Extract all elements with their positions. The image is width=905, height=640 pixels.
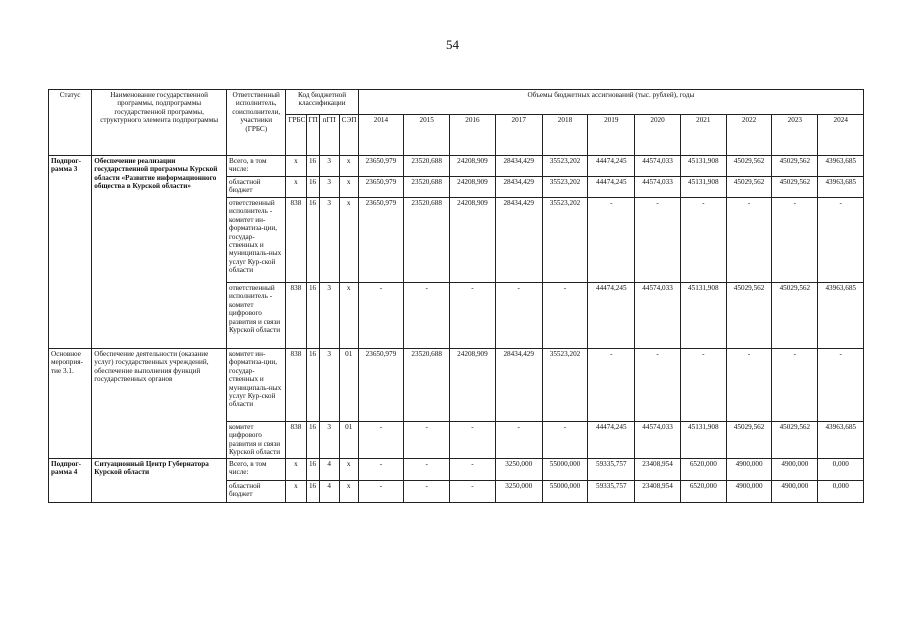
- header-executor: Ответственный исполнитель, соисполнители, участники (ГРБС): [227, 90, 286, 156]
- header-code: ГРБС: [286, 115, 306, 156]
- amount-cell: 45029,562: [726, 422, 771, 459]
- amount-cell: -: [450, 459, 495, 481]
- amount-cell: 35523,202: [542, 349, 587, 422]
- header-year: 2014: [358, 115, 403, 156]
- code-cell: 4: [319, 481, 339, 503]
- amount-cell: 6520,000: [680, 481, 726, 503]
- header-year: 2018: [542, 115, 587, 156]
- amount-cell: 24208,909: [450, 156, 495, 177]
- code-cell: 838: [286, 283, 306, 349]
- amount-cell: 24208,909: [450, 198, 495, 283]
- amount-cell: 44574,033: [635, 283, 680, 349]
- executor-cell: областной бюджет: [227, 177, 286, 198]
- amount-cell: -: [450, 283, 495, 349]
- code-cell: х: [286, 177, 306, 198]
- amount-cell: -: [818, 198, 864, 283]
- amount-cell: 23520,688: [404, 198, 450, 283]
- amount-cell: -: [726, 349, 771, 422]
- code-cell: 4: [319, 459, 339, 481]
- amount-cell: 45131,908: [680, 177, 726, 198]
- code-cell: 16: [306, 283, 319, 349]
- amount-cell: -: [588, 349, 635, 422]
- amount-cell: 28434,429: [495, 177, 542, 198]
- amount-cell: -: [358, 459, 403, 481]
- amount-cell: -: [404, 422, 450, 459]
- executor-cell: ответственный исполнитель - комитет цифрового развития и связи Курской области: [227, 283, 286, 349]
- amount-cell: -: [404, 481, 450, 503]
- amount-cell: -: [680, 198, 726, 283]
- amount-cell: 23520,688: [404, 156, 450, 177]
- amount-cell: 45029,562: [772, 283, 818, 349]
- amount-cell: 55000,000: [542, 481, 587, 503]
- program-name-cell: Ситуационный Центр Губернатора Курской области: [92, 459, 227, 503]
- amount-cell: 44574,033: [635, 422, 680, 459]
- amount-cell: 24208,909: [450, 349, 495, 422]
- amount-cell: 28434,429: [495, 198, 542, 283]
- amount-cell: -: [450, 481, 495, 503]
- amount-cell: 0,000: [818, 459, 864, 481]
- amount-cell: 45029,562: [772, 422, 818, 459]
- executor-cell: ответственный исполнитель - комитет ин-форматиза-ции, государ-ственных и муниципаль-ных услуг Кур-ской области: [227, 198, 286, 283]
- amount-cell: 44574,033: [635, 156, 680, 177]
- budget-table: [48, 89, 864, 503]
- header-year: 2017: [495, 115, 542, 156]
- amount-cell: 23650,979: [358, 177, 403, 198]
- amount-cell: -: [358, 283, 403, 349]
- header-row-1: [49, 90, 864, 115]
- amount-cell: 45029,562: [772, 177, 818, 198]
- amount-cell: 44474,245: [588, 283, 635, 349]
- header-year: 2024: [818, 115, 864, 156]
- amount-cell: 45131,908: [680, 422, 726, 459]
- header-year: 2019: [588, 115, 635, 156]
- code-cell: 3: [319, 349, 339, 422]
- amount-cell: 28434,429: [495, 156, 542, 177]
- amount-cell: 45131,908: [680, 156, 726, 177]
- code-cell: 16: [306, 459, 319, 481]
- header-name: Наименование государственной программы, подпрограммы государственной программы, структурного элемента подпрограммы: [92, 90, 227, 156]
- code-cell: х: [339, 283, 358, 349]
- program-name-cell: Обеспечение деятельности (оказание услуг) государственных учреждений, обеспечение выполнения функций государственных органов: [92, 349, 227, 459]
- amount-cell: 0,000: [818, 481, 864, 503]
- code-cell: х: [286, 481, 306, 503]
- code-cell: х: [339, 481, 358, 503]
- code-cell: 16: [306, 177, 319, 198]
- amount-cell: 44474,245: [588, 422, 635, 459]
- code-cell: 01: [339, 349, 358, 422]
- header-code: пГП: [319, 115, 339, 156]
- code-cell: х: [339, 156, 358, 177]
- table-row: [49, 349, 864, 422]
- amount-cell: -: [772, 349, 818, 422]
- executor-cell: комитет ин-форматиза-ции, государ-ственных и муниципаль-ных услуг Кур-ской области: [227, 349, 286, 422]
- amount-cell: 45029,562: [726, 177, 771, 198]
- amount-cell: -: [542, 422, 587, 459]
- amount-cell: 4900,000: [772, 459, 818, 481]
- amount-cell: 23650,979: [358, 156, 403, 177]
- code-cell: х: [339, 198, 358, 283]
- table-row: [49, 156, 864, 177]
- amount-cell: 24208,909: [450, 177, 495, 198]
- amount-cell: -: [542, 283, 587, 349]
- code-cell: 16: [306, 156, 319, 177]
- amount-cell: -: [495, 283, 542, 349]
- amount-cell: 44474,245: [588, 156, 635, 177]
- code-cell: 838: [286, 198, 306, 283]
- code-cell: 16: [306, 422, 319, 459]
- header-year: 2022: [726, 115, 771, 156]
- header-code: СЭП: [339, 115, 358, 156]
- amount-cell: 6520,000: [680, 459, 726, 481]
- amount-cell: 23520,688: [404, 349, 450, 422]
- code-cell: 3: [319, 198, 339, 283]
- amount-cell: 43963,685: [818, 156, 864, 177]
- header-year: 2016: [450, 115, 495, 156]
- status-cell: Подпрог-рамма 3: [49, 156, 92, 349]
- amount-cell: 4900,000: [726, 481, 771, 503]
- code-cell: 16: [306, 349, 319, 422]
- amount-cell: -: [772, 198, 818, 283]
- amount-cell: 44574,033: [635, 177, 680, 198]
- amount-cell: 44474,245: [588, 177, 635, 198]
- amount-cell: 59335,757: [588, 459, 635, 481]
- code-cell: 16: [306, 481, 319, 503]
- amount-cell: 43963,685: [818, 422, 864, 459]
- amount-cell: 4900,000: [772, 481, 818, 503]
- header-status: Статус: [49, 90, 92, 156]
- code-cell: 3: [319, 177, 339, 198]
- header-year: 2020: [635, 115, 680, 156]
- amount-cell: 35523,202: [542, 198, 587, 283]
- code-cell: х: [286, 459, 306, 481]
- amount-cell: 23520,688: [404, 177, 450, 198]
- amount-cell: 45029,562: [772, 156, 818, 177]
- header-amounts-group: Объемы бюджетных ассигнований (тыс. рублей), годы: [358, 90, 863, 115]
- executor-cell: Всего, в том числе:: [227, 156, 286, 177]
- amount-cell: 45029,562: [726, 156, 771, 177]
- header-code: ГП: [306, 115, 319, 156]
- amount-cell: 23408,954: [635, 459, 680, 481]
- header-code-group: Код бюджетной классификации: [286, 90, 358, 115]
- amount-cell: 35523,202: [542, 156, 587, 177]
- amount-cell: -: [358, 481, 403, 503]
- amount-cell: -: [635, 349, 680, 422]
- code-cell: 01: [339, 422, 358, 459]
- amount-cell: -: [358, 422, 403, 459]
- amount-cell: -: [495, 422, 542, 459]
- amount-cell: -: [635, 198, 680, 283]
- amount-cell: 23408,954: [635, 481, 680, 503]
- amount-cell: 23650,979: [358, 349, 403, 422]
- executor-cell: комитет цифрового развития и связи Курской области: [227, 422, 286, 459]
- header-year: 2021: [680, 115, 726, 156]
- amount-cell: 35523,202: [542, 177, 587, 198]
- amount-cell: 55000,000: [542, 459, 587, 481]
- code-cell: х: [339, 459, 358, 481]
- amount-cell: -: [818, 349, 864, 422]
- header-year: 2015: [404, 115, 450, 156]
- status-cell: Подпрог-рамма 4: [49, 459, 92, 503]
- amount-cell: 3250,000: [495, 481, 542, 503]
- amount-cell: 4900,000: [726, 459, 771, 481]
- code-cell: х: [339, 177, 358, 198]
- amount-cell: -: [404, 283, 450, 349]
- amount-cell: 23650,979: [358, 198, 403, 283]
- amount-cell: 45029,562: [726, 283, 771, 349]
- header-year: 2023: [772, 115, 818, 156]
- code-cell: 3: [319, 422, 339, 459]
- amount-cell: 28434,429: [495, 349, 542, 422]
- code-cell: 838: [286, 349, 306, 422]
- code-cell: х: [286, 156, 306, 177]
- amount-cell: -: [588, 198, 635, 283]
- amount-cell: 43963,685: [818, 177, 864, 198]
- amount-cell: -: [726, 198, 771, 283]
- program-name-cell: Обеспечение реализации государственной программы Курской области «Развитие информационного общества в Курской области»: [92, 156, 227, 349]
- code-cell: 3: [319, 283, 339, 349]
- status-cell: Основное мероприя-тие 3.1.: [49, 349, 92, 459]
- amount-cell: -: [404, 459, 450, 481]
- executor-cell: Всего, в том числе:: [227, 459, 286, 481]
- amount-cell: -: [450, 422, 495, 459]
- amount-cell: -: [680, 349, 726, 422]
- amount-cell: 43963,685: [818, 283, 864, 349]
- amount-cell: 59335,757: [588, 481, 635, 503]
- page-number: 54: [446, 37, 459, 52]
- code-cell: 3: [319, 156, 339, 177]
- amount-cell: 3250,000: [495, 459, 542, 481]
- code-cell: 838: [286, 422, 306, 459]
- code-cell: 16: [306, 198, 319, 283]
- table-row: [49, 459, 864, 481]
- executor-cell: областной бюджет: [227, 481, 286, 503]
- amount-cell: 45131,908: [680, 283, 726, 349]
